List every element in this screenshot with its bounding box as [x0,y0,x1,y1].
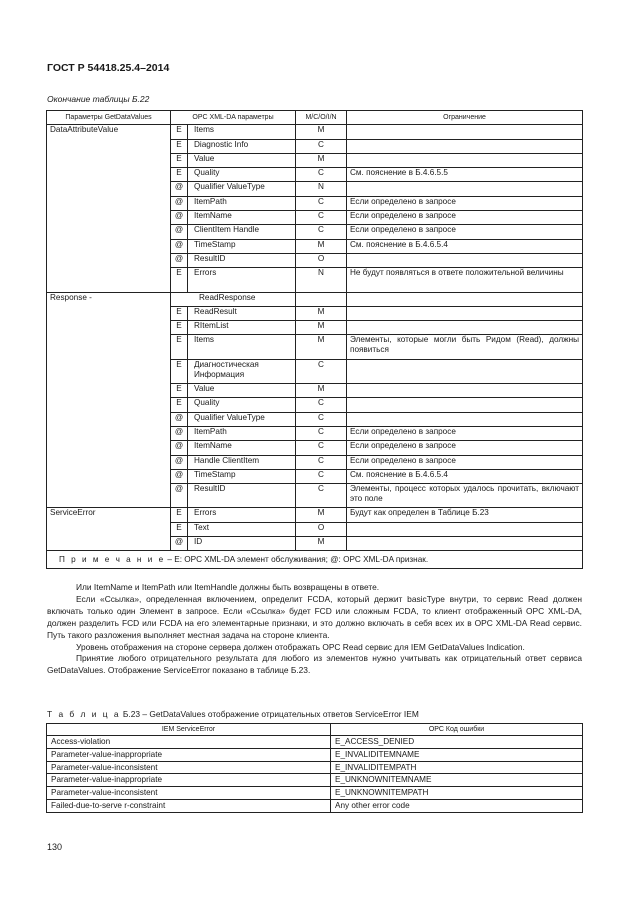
limit-cell: Если определено в запросе [347,426,583,440]
param-cell: Handle ClientItem [188,455,296,469]
kind-cell: @ [171,537,188,551]
flag-cell: M [296,335,347,359]
flag-cell: M [296,306,347,320]
table-row [47,799,583,812]
kind-cell: E [171,384,188,398]
kind-cell: E [171,306,188,320]
limit-cell: Если определено в запросе [347,196,583,210]
flag-cell: C [296,398,347,412]
flag-cell [296,292,347,306]
table23-caption-text: Б.23 – GetDataValues отображение отрицательных ответов ServiceError IEM [120,709,419,719]
limit-cell [347,306,583,320]
param-cell: Value [188,153,296,167]
param-cell: Items [188,335,296,359]
table-row [47,748,583,761]
limit-cell [347,292,583,306]
param-cell: Items [188,125,296,139]
paragraph: Уровень отображения на стороне сервера должен отображать OPC Read сервис для IEM GetDataValues Indication. [76,641,525,652]
table-note [47,551,583,569]
col-header-opc: OPC XML-DA параметры [171,111,296,125]
param-cell: Qualifier ValueType [188,182,296,196]
param-cell: Диагностическая Информация [188,359,296,383]
flag-cell: O [296,522,347,536]
limit-cell: Будут как определен в Таблице Б.23 [347,508,583,522]
limit-cell: Элементы, которые могли быть Ридом (Read), должны появиться [347,335,583,359]
param-cell: ItemName [188,441,296,455]
limit-cell [347,139,583,153]
flag-cell: C [296,359,347,383]
kind-cell: E [171,153,188,167]
iem-error-cell: Parameter-value-inappropriate [47,774,331,787]
param-cell: Qualifier ValueType [188,412,296,426]
iem-error-cell: Parameter-value-inconsistent [47,761,331,774]
table23-caption-label: Т а б л и ц а [47,709,121,719]
limit-cell: Если определено в запросе [347,455,583,469]
note-text: – E: OPC XML-DA элемент обслуживания; @: OPC XML-DA признак. [165,554,429,564]
limit-cell: Если определено в запросе [347,441,583,455]
kind-cell: @ [171,211,188,225]
page-number: 130 [47,842,63,852]
kind-cell: E [171,398,188,412]
limit-cell: Элементы, процесс которых удалось прочитать, включают это поле [347,484,583,508]
flag-cell: C [296,426,347,440]
t23-header-iem: IEM ServiceError [47,724,331,736]
limit-cell [347,182,583,196]
kind-cell: @ [171,412,188,426]
service-error-table [46,723,583,813]
flag-cell: M [296,508,347,522]
paragraph: Если «Ссылка», определенная включением, определит FCDA, который держит basicType внутри, то сервис Read должен включать только один Элемент в запросе. Если «Ссылка» будет FCD или сложным FCDA, то клиент отображенный OPC XML-DA, должен разделить FCD или FCDA на его элементарные признаки, и это должно включать в себя всех их в OPC XML-DA Read сервис. Путь такого разложения выполняет местная задача на стороне клиента. [47,593,582,640]
table-row [47,761,583,774]
flag-cell: C [296,484,347,508]
param-cell: Quality [188,168,296,182]
param-cell: ResultID [188,253,296,267]
group-cell: Response - [47,292,171,508]
param-cell: TimeStamp [188,469,296,483]
table-caption: Окончание таблицы Б.22 [47,94,150,104]
param-cell: ID [188,537,296,551]
table-row [47,787,583,800]
flag-cell: O [296,253,347,267]
iem-error-cell: Failed-due-to-serve r-constraint [47,799,331,812]
flag-cell: N [296,182,347,196]
kind-cell: E [171,268,188,292]
limit-cell [347,522,583,536]
kind-cell: E [171,139,188,153]
kind-cell: E [171,522,188,536]
group-cell: DataAttributeValue [47,125,171,292]
kind-cell: E [171,125,188,139]
limit-cell [347,537,583,551]
kind-cell: @ [171,239,188,253]
kind-cell: @ [171,196,188,210]
table-row [47,292,583,306]
limit-cell: Не будут появляться в ответе положительной величины [347,268,583,292]
getdatavalues-table [46,110,583,569]
span-label-cell: ReadResponse [171,292,296,306]
opc-code-cell: E_ACCESS_DENIED [331,736,583,749]
limit-cell [347,412,583,426]
flag-cell: C [296,469,347,483]
opc-code-cell: E_INVALIDITEMNAME [331,748,583,761]
limit-cell: См. пояснение в Б.4.6.5.4 [347,239,583,253]
limit-cell: См. пояснение в Б.4.6.5.5 [347,168,583,182]
kind-cell: @ [171,426,188,440]
param-cell: Errors [188,268,296,292]
paragraph: Принятие любого отрицательного результата для любого из элементов нужно учитывать как отрицательный ответ сервиса GetDataValues. Отображение ServiceError показано в таблице Б.23. [47,653,582,676]
body-text [47,582,582,677]
limit-cell [347,253,583,267]
param-cell: ResultID [188,484,296,508]
param-cell: ClientItem Handle [188,225,296,239]
flag-cell: C [296,225,347,239]
limit-cell [347,384,583,398]
flag-cell: N [296,268,347,292]
limit-cell [347,321,583,335]
table-row [47,508,583,522]
param-cell: ItemPath [188,426,296,440]
group-cell: ServiceError [47,508,171,551]
paragraph: Или ItemName и ItemPath или ItemHandle должны быть возвращены в ответе. [76,582,380,592]
iem-error-cell: Parameter-value-inconsistent [47,787,331,800]
limit-cell [347,359,583,383]
flag-cell: C [296,168,347,182]
param-cell: ReadResult [188,306,296,320]
limit-cell [347,153,583,167]
table23-caption [47,709,419,719]
limit-cell: Если определено в запросе [347,211,583,225]
kind-cell: @ [171,455,188,469]
flag-cell: C [296,441,347,455]
limit-cell: См. пояснение в Б.4.6.5.4 [347,469,583,483]
param-cell: Errors [188,508,296,522]
param-cell: ItemPath [188,196,296,210]
param-cell: ItemName [188,211,296,225]
kind-cell: E [171,359,188,383]
flag-cell: M [296,153,347,167]
flag-cell: M [296,125,347,139]
flag-cell: M [296,537,347,551]
flag-cell: C [296,196,347,210]
param-cell: Text [188,522,296,536]
opc-code-cell: E_INVALIDITEMPATH [331,761,583,774]
kind-cell: E [171,508,188,522]
flag-cell: M [296,239,347,253]
iem-error-cell: Access-violation [47,736,331,749]
flag-cell: C [296,139,347,153]
opc-code-cell: Any other error code [331,799,583,812]
iem-error-cell: Parameter-value-inappropriate [47,748,331,761]
page-header: ГОСТ Р 54418.25.4–2014 [47,62,170,74]
col-header-params: Параметры GetDataValues [47,111,171,125]
param-cell: Value [188,384,296,398]
param-cell: Quality [188,398,296,412]
opc-code-cell: E_UNKNOWNITEMNAME [331,774,583,787]
table-row [47,774,583,787]
kind-cell: @ [171,182,188,196]
opc-code-cell: E_UNKNOWNITEMPATH [331,787,583,800]
kind-cell: E [171,321,188,335]
limit-cell [347,125,583,139]
limit-cell [347,398,583,412]
kind-cell: E [171,168,188,182]
param-cell: Diagnostic Info [188,139,296,153]
param-cell: RItemList [188,321,296,335]
flag-cell: M [296,321,347,335]
flag-cell: C [296,412,347,426]
col-header-limit: Ограничение [347,111,583,125]
table-row [47,125,583,139]
col-header-flags: M/C/O/I/N [296,111,347,125]
note-label: П р и м е ч а н и е [59,554,166,564]
kind-cell: @ [171,469,188,483]
flag-cell: C [296,455,347,469]
kind-cell: @ [171,225,188,239]
param-cell: TimeStamp [188,239,296,253]
limit-cell: Если определено в запросе [347,225,583,239]
table-row [47,736,583,749]
kind-cell: E [171,335,188,359]
kind-cell: @ [171,484,188,508]
kind-cell: @ [171,441,188,455]
t23-header-opc: OPC Код ошибки [331,724,583,736]
flag-cell: M [296,384,347,398]
flag-cell: C [296,211,347,225]
kind-cell: @ [171,253,188,267]
